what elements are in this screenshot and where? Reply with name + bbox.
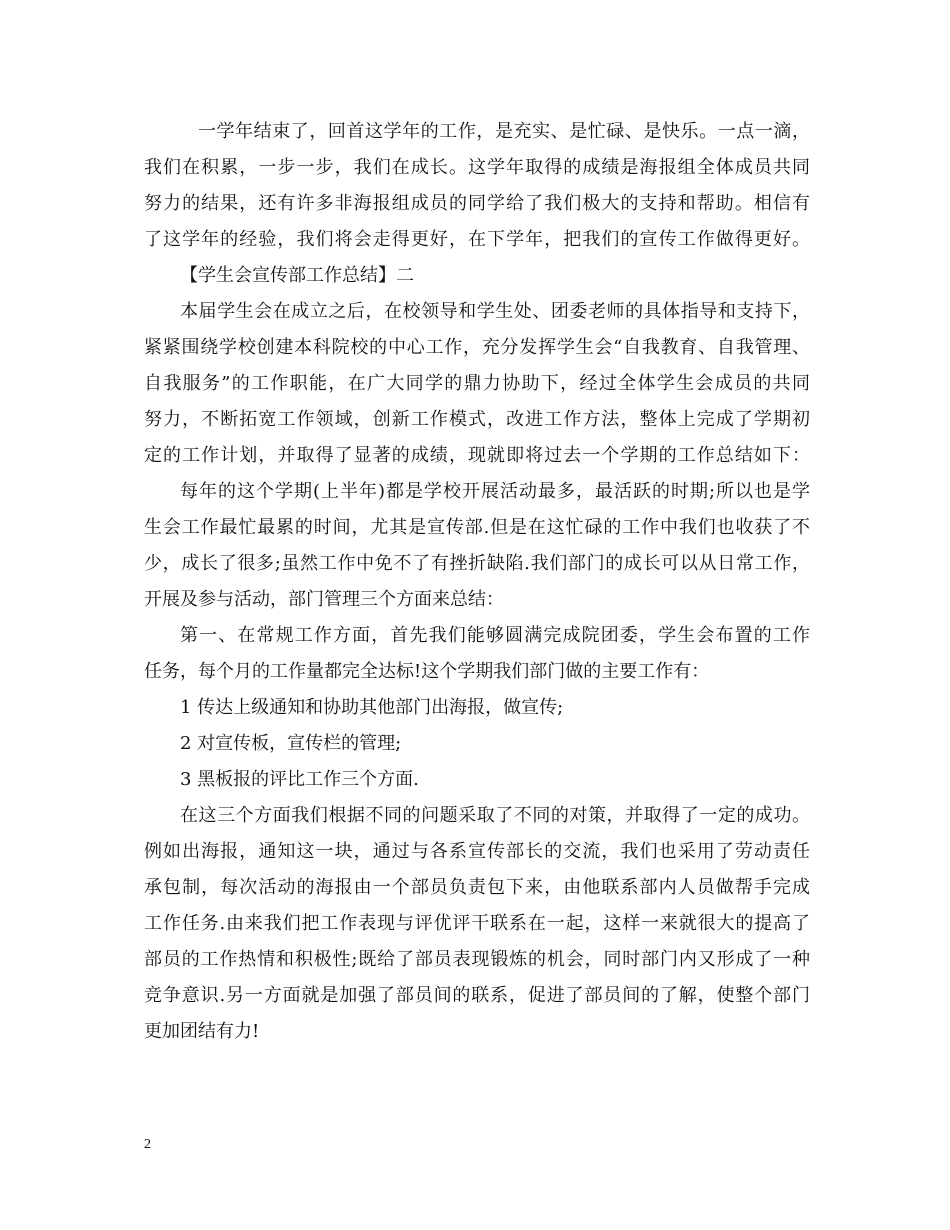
- paragraph-line: 一学年结束了，回首这学年的工作，是充实、是忙碌、是快乐。一点一滴，: [198, 121, 810, 142]
- section-heading: 【学生会宣传部工作总结】二: [180, 265, 414, 286]
- list-item: 1 传达上级通知和协助其他部门出海报，做宣传;: [180, 697, 564, 718]
- paragraph-line: 努力的结果，还有许多非海报组成员的同学给了我们极大的支持和帮助。相信有: [144, 193, 810, 214]
- paragraph-line: 紧紧围绕学校创建本科院校的中心工作，充分发挥学生会“自我教育、自我管理、: [144, 337, 810, 358]
- paragraph-line: 努力，不断拓宽工作领域，创新工作模式，改进工作方法，整体上完成了学期初: [144, 409, 810, 430]
- paragraph-line: 我们在积累，一步一步，我们在成长。这学年取得的成绩是海报组全体成员共同: [144, 157, 810, 178]
- paragraph-line: 自我服务”的工作职能，在广大同学的鼎力协助下，经过全体学生会成员的共同: [144, 373, 810, 394]
- page-number: 2: [144, 1137, 151, 1152]
- paragraph-line: 开展及参与活动，部门管理三个方面来总结：: [144, 589, 504, 610]
- paragraph-line: 少，成长了很多;虽然工作中免不了有挫折缺陷.我们部门的成长可以从日常工作，: [144, 553, 810, 574]
- paragraph-line: 任务，每个月的工作量都完全达标!这个学期我们部门做的主要工作有：: [144, 661, 710, 682]
- paragraph-line: 每年的这个学期(上半年)都是学校开展活动最多，最活跃的时期;所以也是学: [180, 481, 810, 502]
- paragraph-line: 本届学生会在成立之后，在校领导和学生处、团委老师的具体指导和支持下，: [180, 301, 810, 322]
- document-body: [144, 114, 810, 1050]
- list-item: 3 黑板报的评比工作三个方面.: [180, 769, 419, 790]
- paragraph-line: 例如出海报，通知这一块，通过与各系宣传部长的交流，我们也采用了劳动责任: [144, 841, 810, 862]
- list-item: 2 对宣传板，宣传栏的管理;: [180, 733, 402, 754]
- paragraph-line: 部员的工作热情和积极性;既给了部员表现锻炼的机会，同时部门内又形成了一种: [144, 949, 810, 970]
- paragraph-line: 定的工作计划，并取得了显著的成绩，现就即将过去一个学期的工作总结如下：: [144, 445, 810, 466]
- paragraph-line: 竞争意识.另一方面就是加强了部员间的联系，促进了部员间的了解，使整个部门: [144, 985, 810, 1006]
- paragraph-line: 了这学年的经验，我们将会走得更好，在下学年，把我们的宣传工作做得更好。: [144, 229, 810, 250]
- paragraph-line: 工作任务.由来我们把工作表现与评优评干联系在一起，这样一来就很大的提高了: [144, 913, 810, 934]
- paragraph-line: 第一、在常规工作方面，首先我们能够圆满完成院团委，学生会布置的工作: [180, 625, 810, 646]
- paragraph-line: 更加团结有力!: [144, 1021, 260, 1042]
- paragraph-line: 承包制，每次活动的海报由一个部员负责包下来，由他联系部内人员做帮手完成: [144, 877, 810, 898]
- paragraph-line: 在这三个方面我们根据不同的问题采取了不同的对策，并取得了一定的成功。: [180, 805, 810, 826]
- paragraph-line: 生会工作最忙最累的时间，尤其是宣传部.但是在这忙碌的工作中我们也收获了不: [144, 517, 810, 538]
